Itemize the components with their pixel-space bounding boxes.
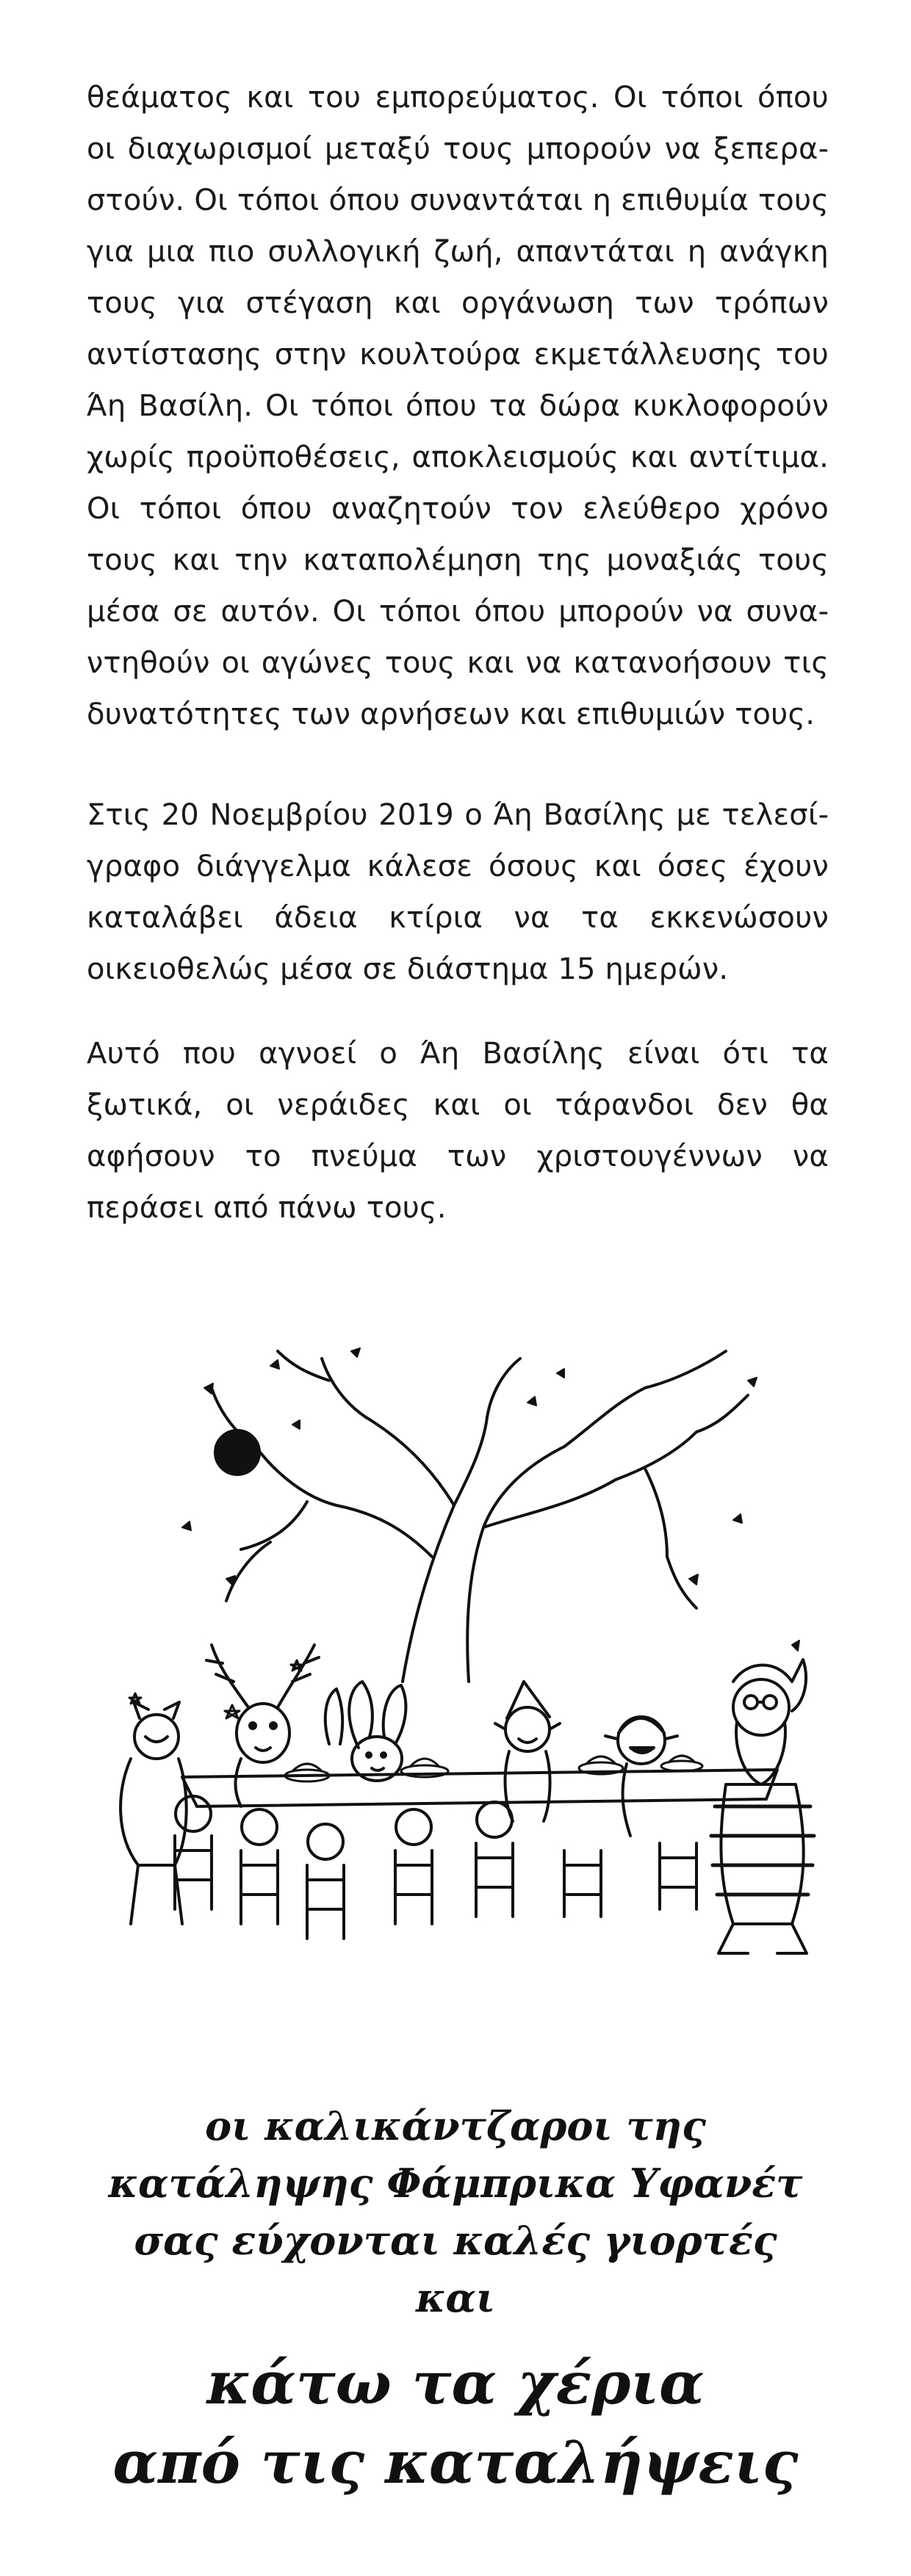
goblin-guest-drawing: [605, 1717, 677, 1836]
christmas-squat-illustration: [87, 1336, 829, 1968]
paragraph-3: Αυτό που αγνοεί ο Άη Βασίλης είναι ότι τα ξωτικά, οι νεράιδες και οι τάρανδοι δεν θα αφήσουν το πνεύμα των χριστουγέννων να περάσει από πάνω τους.: [87, 1037, 829, 1225]
chairs-drawing: [175, 1796, 696, 1939]
closing-line-3: σας εύχονται καλές γιορτές: [134, 2217, 777, 2264]
bunny-guests-drawing: [325, 1682, 406, 1781]
tree-trunk-drawing: [336, 1358, 645, 1682]
falling-leaves-drawing: [182, 1348, 799, 1651]
food-plates-drawing: [285, 1756, 702, 1781]
sparkle-stars-drawing: [129, 1660, 303, 1718]
table-drawing: [182, 1770, 777, 1806]
closing-slogan-line-1: κάτω τα χέρια: [206, 2348, 705, 2417]
closing-line-4: και: [415, 2274, 496, 2321]
closing-line-2: κατάληψης Φάμπρικα Υφανέτ: [108, 2160, 803, 2207]
closing-slogan-line-2: από τις καταλήψεις: [112, 2428, 799, 2497]
tree-branches-right-drawing: [616, 1351, 748, 1608]
moon-drawing: [215, 1430, 259, 1475]
elf-guest-drawing: [495, 1682, 560, 1821]
paragraph-1: θεάματος και του εμπορεύματος. Οι τόποι όπου οι διαχωρισμοί μεταξύ τους μπορούν να ξεπεραστούν. Οι τόποι όπου συναντάται η επιθυμία τους για μια πιο συλλογική ζωή, απαντάται η ανάγκη τους για στέγαση και οργάνωση των τρόπων αντίστασης στην κουλτούρα εκμετάλλευσης του Άη Βασίλη. Οι τόποι όπου τα δώρα κυκλοφορούν χωρίς προϋποθέσεις, αποκλεισμούς και αντίτιμα. Οι τόποι όπου αναζητούν τον ελεύθερο χρόνο τους και την καταπολέμηση της μοναξιάς τους μέσα σε αυτόν. Οι τόποι όπου μπορούν να συναντηθούν οι αγώνες τους και να κατανοήσουν τις δυνατότητες των αρνήσεων και επιθυμιών τους.: [87, 81, 829, 731]
closing-line-1: οι καλικάντζαροι της: [205, 2102, 706, 2149]
paragraph-2: Στις 20 Νοεμβρίου 2019 ο Άη Βασίλης με τελεσίγραφο διάγγελμα κάλεσε όσους και όσες έχουν καταλάβει άδεια κτίρια να τα εκκενώσουν οικειοθελώς μέσα σε διάστημα 15 ημερών.: [87, 798, 829, 986]
tied-santa-drawing: [711, 1660, 814, 1953]
tree-branches-left-drawing: [212, 1351, 366, 1601]
